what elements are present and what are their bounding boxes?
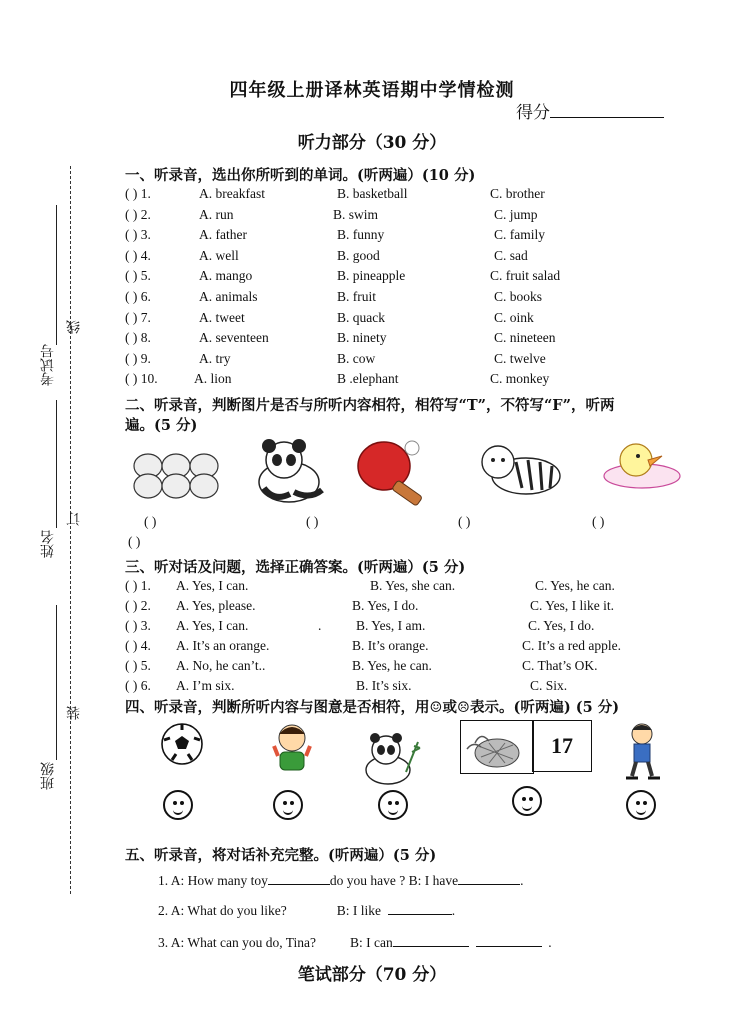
name-label: 姓名 <box>40 530 56 558</box>
sec5-q3: 3. A: What can you do, Tina? B: I can . <box>158 935 552 950</box>
ping-pong-paddle-picture <box>354 436 430 506</box>
sec1-option: C. twelve <box>494 350 546 366</box>
sec1-option: B. good <box>337 247 380 263</box>
sec5-q1: 1. A: How many toy do you have ? B: I have . <box>158 873 524 888</box>
listening-header: 听力部分（30 分） <box>297 133 447 153</box>
binding-zhuang: 装 <box>66 706 82 720</box>
sec1-answer-paren[interactable]: ( ) 8. <box>125 330 151 346</box>
sec1-option: A. try <box>199 350 231 366</box>
duck-picture <box>596 430 688 496</box>
panda-picture <box>244 438 334 504</box>
sec3-option: C. Yes, I like it. <box>530 598 615 613</box>
sec1-option: A. run <box>199 206 234 222</box>
sec2-answer-3[interactable]: ( ) <box>458 514 471 529</box>
smiley-face-4[interactable] <box>512 786 542 816</box>
sec1-option: C. nineteen <box>494 330 556 346</box>
class-label: 班级 <box>40 762 56 790</box>
q3-blank-2[interactable] <box>476 934 542 947</box>
panda-bamboo-picture <box>358 732 424 786</box>
sec2-answer-1[interactable]: ( ) <box>144 514 157 529</box>
number-card: 17 <box>532 720 592 772</box>
sec5-q2: 2. A: What do you like? B: I like . <box>158 903 456 918</box>
sec1-answer-paren[interactable]: ( ) 9. <box>125 350 151 366</box>
sec1-title: 一、听录音，选出你所听到的单词。(听两遍）(10 分) <box>125 167 476 184</box>
pineapple-picture-frame <box>460 720 534 774</box>
smiley-face-3[interactable] <box>378 790 408 820</box>
score-field <box>516 98 664 123</box>
sec1-option: A. breakfast <box>199 186 265 201</box>
binding-xian: 线 <box>66 320 82 334</box>
sec1-option: B. pineapple <box>337 268 406 284</box>
class-blank[interactable] <box>56 605 57 760</box>
sec1-option: C. family <box>494 227 545 243</box>
sec3-option: A. It’s an orange. <box>176 638 270 653</box>
sec1-option: A. father <box>199 227 247 243</box>
q1-blank-1[interactable] <box>268 872 330 885</box>
sec3-option: B. Yes, I do. <box>352 598 419 613</box>
binding-ding: 订 <box>66 512 82 526</box>
sec1-answer-paren[interactable]: ( ) 3. <box>125 227 151 243</box>
sec3-answer-paren[interactable]: ( ) 6. <box>125 678 151 693</box>
sec3-option: C. Yes, I do. <box>528 618 595 633</box>
sec1-answer-paren[interactable]: ( ) 6. <box>125 289 151 304</box>
sec3-option: C. Yes, he can. <box>535 578 615 593</box>
sec3-answer-paren[interactable]: ( ) 1. <box>125 578 151 593</box>
sec4-title: 四、听录音，判断所听内容与图意是否相符，用☺或☹表示。(听两遍) (5 分) <box>125 699 620 716</box>
skater-picture <box>620 722 668 784</box>
q1-blank-2[interactable] <box>458 872 520 885</box>
sec3-option: B. Yes, she can. <box>370 578 456 593</box>
sec1-answer-paren[interactable]: ( ) 1. <box>125 186 151 201</box>
q3-blank-1[interactable] <box>393 934 469 947</box>
smiley-face-2[interactable] <box>273 790 303 820</box>
score-blank[interactable] <box>550 103 664 118</box>
sec1-option: C. oink <box>494 309 534 325</box>
sec1-option: A. mango <box>199 268 253 284</box>
sec1-option: B. fruit <box>337 289 376 304</box>
tiger-picture <box>472 436 564 502</box>
sec3-answer-paren[interactable]: ( ) 5. <box>125 658 151 673</box>
smiley-face-5[interactable] <box>626 790 656 820</box>
sec1-option: A. seventeen <box>199 330 269 346</box>
pineapple-picture <box>461 721 533 773</box>
sec3-title: 三、听对话及问题，选择正确答案。(听两遍）(5 分) <box>125 559 466 576</box>
sec2-title-line1: 二、听录音，判断图片是否与所听内容相符，相符写“T”，不符写“F”，听两 <box>125 397 615 414</box>
sec1-option: A. animals <box>199 289 258 304</box>
page-title: 四年级上册译林英语期中学情检测 <box>229 80 515 101</box>
sec3-answer-paren[interactable]: ( ) 2. <box>125 598 151 613</box>
binding-dashed-line <box>70 166 71 894</box>
sec1-option: B. funny <box>337 227 385 243</box>
football-picture <box>160 722 204 766</box>
sec3-option: A. No, he can’t.. <box>176 658 266 673</box>
sec3-option: A. Yes, I can. <box>176 578 249 593</box>
sec2-answer-5[interactable]: ( ) <box>128 534 141 549</box>
sec1-option: B. cow <box>337 350 376 366</box>
sec1-answer-paren[interactable]: ( ) 4. <box>125 247 151 263</box>
exam-no-label: 考试号 <box>40 344 56 386</box>
sec2-answer-2[interactable]: ( ) <box>306 514 319 529</box>
sec1-option: B. quack <box>337 309 385 325</box>
sec3-option: B. It’s orange. <box>352 638 429 653</box>
sec1-option: C. fruit salad <box>490 268 561 284</box>
exam-no-blank[interactable] <box>56 205 57 345</box>
girl-picture <box>270 722 314 780</box>
sec3-option: B. Yes, he can. <box>352 658 432 673</box>
smiley-face-1[interactable] <box>163 790 193 820</box>
name-blank[interactable] <box>56 400 57 528</box>
sec3-option: C. That’s OK. <box>522 658 598 673</box>
sec2-answer-4[interactable]: ( ) <box>592 514 605 529</box>
q2-blank[interactable] <box>388 902 452 915</box>
sec1-option: B. swim <box>333 206 379 222</box>
sec3-option: A. Yes, please. <box>176 598 256 613</box>
sec1-option: C. books <box>494 289 543 304</box>
sec1-answer-paren[interactable]: ( ) 2. <box>125 206 151 222</box>
sec3-option: B. It’s six. <box>356 678 412 693</box>
sec3-answer-paren[interactable]: ( ) 3. <box>125 618 151 633</box>
sec3-option: . <box>318 618 322 633</box>
sec1-answer-paren[interactable]: ( ) 5. <box>125 268 151 284</box>
sec1-option: B. basketball <box>337 186 408 201</box>
sec2-title-line2: 遍。(5 分) <box>125 417 198 434</box>
sec1-option: B. ninety <box>337 330 387 346</box>
sec1-answer-paren[interactable]: ( ) 10. <box>125 371 158 387</box>
sec5-title: 五、听录音，将对话补充完整。(听两遍）(5 分) <box>125 847 437 864</box>
sec3-option: B. Yes, I am. <box>356 618 426 633</box>
sec3-option: A. Yes, I can. <box>176 618 249 633</box>
sec1-answer-paren[interactable]: ( ) 7. <box>125 309 151 325</box>
sec1-option: C. brother <box>490 186 545 201</box>
score-label: 得分 <box>516 103 550 123</box>
sec3-option: C. It’s a red apple. <box>522 638 621 653</box>
sec1-option: B .elephant <box>337 371 399 387</box>
sec1-option: A. lion <box>194 371 232 387</box>
eggs-picture <box>128 446 224 504</box>
sec1-option: C. jump <box>494 206 538 222</box>
sec3-option: C. Six. <box>530 678 568 693</box>
sec1-option: C. monkey <box>490 371 550 387</box>
writing-header: 笔试部分（70 分） <box>297 965 447 985</box>
sec1-option: A. tweet <box>199 309 245 325</box>
sec3-answer-paren[interactable]: ( ) 4. <box>125 638 151 653</box>
sec3-option: A. I’m six. <box>176 678 235 693</box>
sec1-option: A. well <box>199 247 239 263</box>
sec1-option: C. sad <box>494 247 528 263</box>
